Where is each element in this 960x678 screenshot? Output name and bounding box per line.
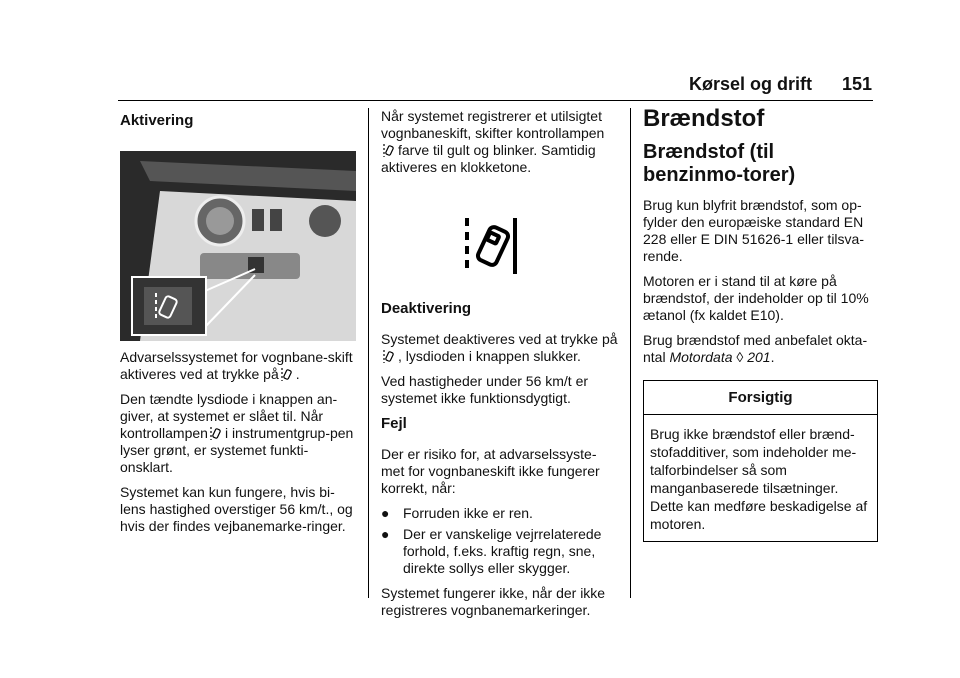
column-3 <box>643 105 878 542</box>
paragraph: Den tændte lysdiode i knappen an-giver, at systemet er slået til. Når kontrollampen i instrumentgrup-pen lyser grønt, er systemet funkti-onsklart. <box>120 391 354 475</box>
header-title: Kørsel og drift <box>688 74 812 94</box>
cross-reference-link[interactable]: Motordata <box>669 349 733 365</box>
lane-departure-icon <box>281 367 294 382</box>
paragraph: Advarselssystemet for vognbane-skift aktiveres ved at trykke på . <box>120 349 353 382</box>
lane-departure-large-icon <box>461 216 521 276</box>
column-2 <box>381 108 619 627</box>
heading-aktivering: Aktivering <box>120 112 194 129</box>
lane-departure-icon <box>210 426 223 441</box>
paragraph: Når systemet registrerer et utilsigtet vognbaneskift, skifter kontrollampen farve til gult og blinker. Samtidig aktiveres en klokketone. <box>381 108 605 175</box>
page-number: 151 <box>841 74 872 94</box>
page-ref-arrow-icon: ◊ <box>736 349 744 365</box>
heading-fejl: Fejl <box>381 415 407 432</box>
caution-text: Brug ikke brændstof eller brænd-stofadditiver, som indeholder me-talforbindelser så som manganbaserede tilsætninger. Dette kan medføre beskadigelse af motoren. <box>650 426 868 532</box>
column-divider <box>368 108 369 598</box>
paragraph: Ved hastigheder under 56 km/t er systemet ikke funktionsdygtigt. <box>381 373 589 406</box>
paragraph: Systemet kan kun fungere, hvis bi-lens hastighed overstiger 56 km/t., og hvis der findes vejbanemarke-ringer. <box>120 484 353 534</box>
paragraph: Brug kun blyfrit brændstof, som op-fylder den europæiske standard EN 228 eller E DIN 51626-1 eller tilsva-rende. <box>643 197 864 264</box>
caution-box <box>643 380 878 542</box>
section-subtitle: Brændstof (til benzinmo-torer) <box>643 141 796 186</box>
column-1 <box>120 108 356 543</box>
caution-title: Forsigtig <box>644 381 877 415</box>
paragraph: Motoren er i stand til at køre på brændstof, der indeholder op til 10% ætanol (fx kaldet E10). <box>643 273 869 323</box>
paragraph: Brug brændstof med anbefalet okta-ntal Motordata ◊ 201. <box>643 332 868 365</box>
paragraph: Der er risiko for, at advarselssyste-met for vognbaneskift ikke fungerer korrekt, når: <box>381 446 600 496</box>
page-ref[interactable]: 201 <box>747 349 771 365</box>
list-item: ● Forruden ikke er ren. <box>381 505 533 521</box>
paragraph: Systemet fungerer ikke, når der ikke registreres vognbanemarkeringer. <box>381 585 606 618</box>
header-rule <box>118 100 873 101</box>
paragraph: Systemet deaktiveres ved at trykke på, lysdioden i knappen slukker. <box>381 331 618 364</box>
dashboard-photo <box>120 151 356 341</box>
column-divider <box>630 108 631 598</box>
heading-deaktivering: Deaktivering <box>381 300 472 317</box>
lane-departure-icon <box>383 143 396 158</box>
list-item: ● Der er vanskelige vejrrelaterede forhold, f.eks. kraftig regn, sne, direkte sollys eller skygger. <box>381 526 602 576</box>
section-title: Brændstof <box>643 105 765 132</box>
lane-departure-icon <box>383 349 396 364</box>
